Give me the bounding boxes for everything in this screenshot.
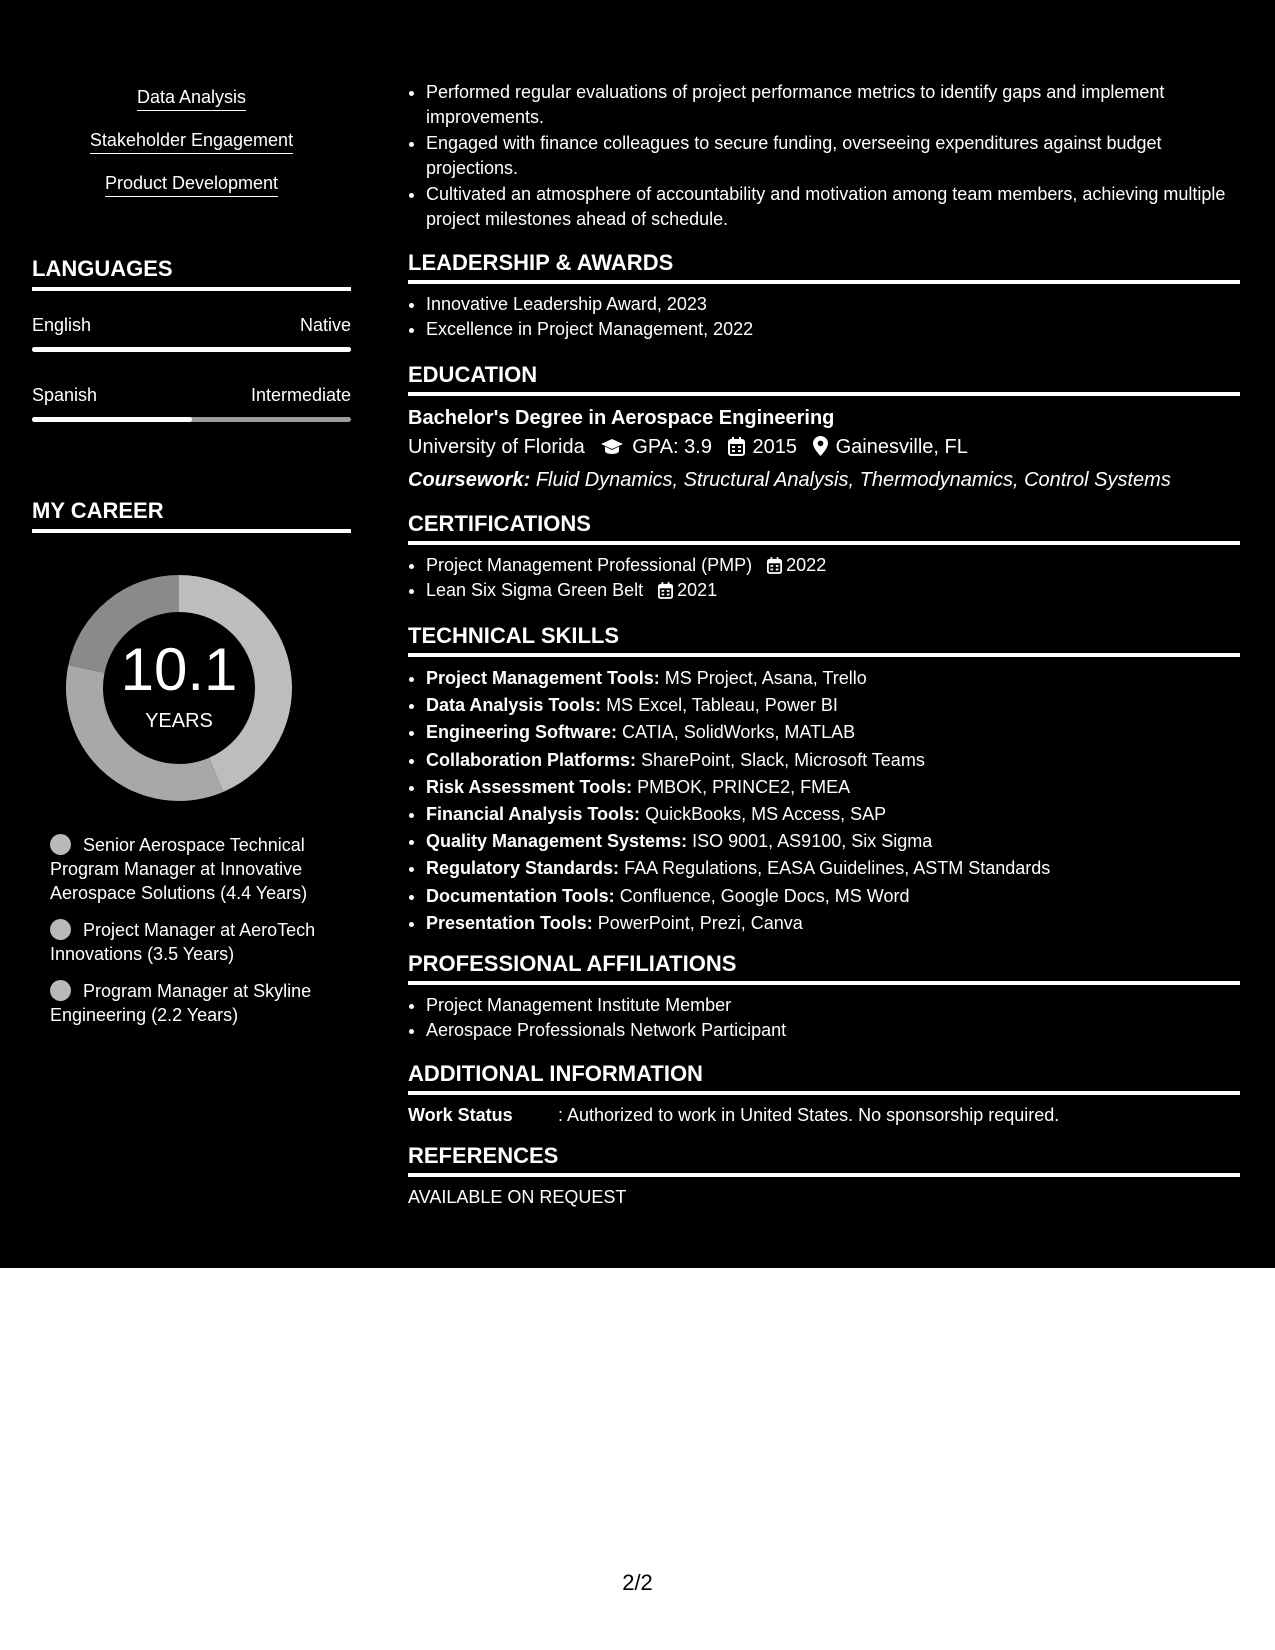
award-item: • Innovative Leadership Award, 2023 <box>426 292 1240 317</box>
certification-year: 2022 <box>786 555 827 575</box>
work-status-row <box>408 1103 1240 1127</box>
edu-gpa: GPA: 3.9 <box>632 436 712 458</box>
calendar-icon <box>658 582 673 599</box>
tech-skill-label: Financial Analysis Tools: <box>426 804 641 825</box>
tech-skill-item <box>426 774 1240 801</box>
career-years-unit: YEARS <box>145 710 213 732</box>
tech-skill-label: Collaboration Platforms: <box>426 749 637 770</box>
education-section <box>408 362 1240 495</box>
career-donut-chart <box>66 575 292 801</box>
certification-item <box>426 578 1240 603</box>
language-name: Spanish <box>32 385 98 405</box>
section-title: EDUCATION <box>408 362 1240 396</box>
tech-skill-label: Risk Assessment Tools: <box>426 776 633 797</box>
edu-degree: Bachelor's Degree in Aerospace Engineering <box>408 407 835 429</box>
language-bar-fill <box>32 347 351 352</box>
career-item <box>50 918 330 966</box>
tech-skill-value: PowerPoint, Prezi, Canva <box>597 912 803 933</box>
coursework-label: Coursework: <box>408 469 531 491</box>
edu-year: 2015 <box>752 436 798 458</box>
career-dot <box>50 919 71 940</box>
experience-bullets <box>408 80 1258 233</box>
tech-skill-label: Data Analysis Tools: <box>426 695 602 716</box>
location-pin-icon <box>813 435 828 465</box>
tech-skill-value: QuickBooks, MS Access, SAP <box>645 804 887 825</box>
tech-skill-item <box>426 747 1240 774</box>
award-item: • Excellence in Project Management, 2022 <box>426 317 1240 342</box>
career-title: MY CAREER <box>32 498 351 533</box>
career-item-text: Senior Aerospace Technical Program Manager at Innovative Aerospace Solutions (4.4 Years) <box>50 835 308 903</box>
certification-year: 2021 <box>677 579 718 600</box>
tech-skill-item <box>426 883 1240 910</box>
career-years-number: 10.1 <box>120 636 238 703</box>
experience-bullet: • Engaged with finance colleagues to secure funding, overseeing expenditures against budget projections. <box>426 131 1258 180</box>
tech-skill-item <box>426 855 1240 882</box>
career-dot <box>50 834 71 855</box>
language-level: Native <box>299 315 351 335</box>
affiliation-item: • Aerospace Professionals Network Participant <box>426 1018 1240 1043</box>
career-list <box>50 833 330 1040</box>
page-number: 2/2 <box>622 1570 653 1595</box>
edu-location: Gainesville, FL <box>835 436 968 458</box>
languages-title: LANGUAGES <box>32 256 351 291</box>
certification-name: Lean Six Sigma Green Belt <box>426 579 644 600</box>
tech-skill-item <box>426 801 1240 828</box>
tech-skill-label: Project Management Tools: <box>426 668 660 688</box>
tech-skill-value: MS Project, Asana, Trello <box>664 668 867 688</box>
career-dot <box>50 980 71 1001</box>
section-title: ADDITIONAL INFORMATION <box>408 1061 1240 1095</box>
certification-name: Project Management Professional (PMP) <box>426 555 753 575</box>
section-title: PROFESSIONAL AFFILIATIONS <box>408 951 1240 985</box>
certification-item <box>426 553 1240 578</box>
tech-skill-item <box>426 910 1240 937</box>
career-item <box>50 833 330 905</box>
coursework-list: Fluid Dynamics, Structural Analysis, Thermodynamics, Control Systems <box>535 469 1171 491</box>
skill-item: Data Analysis <box>137 86 246 111</box>
section-title: CERTIFICATIONS <box>408 511 1240 545</box>
section-title: REFERENCES <box>408 1143 1240 1177</box>
sidebar <box>0 0 382 1268</box>
tech-skill-label: Documentation Tools: <box>426 885 615 906</box>
technical-skills-section <box>408 623 1240 937</box>
tech-skill-value: ISO 9001, AS9100, Six Sigma <box>692 831 933 852</box>
section-title: LEADERSHIP & AWARDS <box>408 250 1240 284</box>
additional-info-section <box>408 1061 1240 1127</box>
language-bar-fill <box>32 417 192 422</box>
references-section <box>408 1143 1240 1209</box>
language-level: Intermediate <box>250 385 351 405</box>
tech-skill-value: MS Excel, Tableau, Power BI <box>606 695 838 716</box>
affiliation-item: • Project Management Institute Member <box>426 993 1240 1018</box>
leadership-section <box>408 250 1240 341</box>
edu-coursework <box>408 465 1240 495</box>
references-text: AVAILABLE ON REQUEST <box>408 1187 627 1207</box>
work-status-label: Work Status <box>408 1105 513 1125</box>
tech-skill-item <box>426 665 1240 692</box>
career-item <box>50 979 330 1027</box>
language-bar <box>32 417 351 422</box>
section-title: TECHNICAL SKILLS <box>408 623 1240 657</box>
tech-skill-label: Presentation Tools: <box>426 912 593 933</box>
skill-item: Stakeholder Engagement <box>90 129 293 154</box>
calendar-icon <box>728 435 745 465</box>
tech-skill-value: FAA Regulations, EASA Guidelines, ASTM Standards <box>624 858 1051 879</box>
language-bar <box>32 347 351 352</box>
tech-skill-item <box>426 828 1240 855</box>
language-name: English <box>32 315 92 335</box>
tech-skill-value: CATIA, SolidWorks, MATLAB <box>622 722 856 743</box>
tech-skill-label: Quality Management Systems: <box>426 831 688 852</box>
tech-skill-label: Engineering Software: <box>426 722 618 743</box>
tech-skill-item <box>426 692 1240 719</box>
tech-skill-value: PMBOK, PRINCE2, FMEA <box>637 776 851 797</box>
tech-skill-value: Confluence, Google Docs, MS Word <box>619 885 910 906</box>
certifications-section <box>408 511 1240 602</box>
calendar-icon <box>767 557 782 574</box>
experience-bullet: • Cultivated an atmosphere of accountability and motivation among team members, achieving multiple project milestones ahead of schedule. <box>426 182 1258 231</box>
career-item-text: Project Manager at AeroTech Innovations (3.5 Years) <box>50 920 316 964</box>
tech-skill-value: SharePoint, Slack, Microsoft Teams <box>641 749 925 770</box>
graduation-cap-icon <box>600 435 624 465</box>
skills-list <box>32 86 351 215</box>
edu-school: University of Florida <box>408 436 585 458</box>
career-item-text: Program Manager at Skyline Engineering (2.2 Years) <box>50 981 312 1025</box>
affiliations-section <box>408 951 1240 1042</box>
tech-skill-item <box>426 719 1240 746</box>
experience-bullet: • Performed regular evaluations of project performance metrics to identify gaps and implement improvements. <box>426 80 1258 129</box>
tech-skill-label: Regulatory Standards: <box>426 858 620 879</box>
edu-details <box>408 432 1240 465</box>
skill-item: Product Development <box>105 172 278 197</box>
work-status-value: : Authorized to work in United States. No sponsorship required. <box>558 1105 1060 1125</box>
